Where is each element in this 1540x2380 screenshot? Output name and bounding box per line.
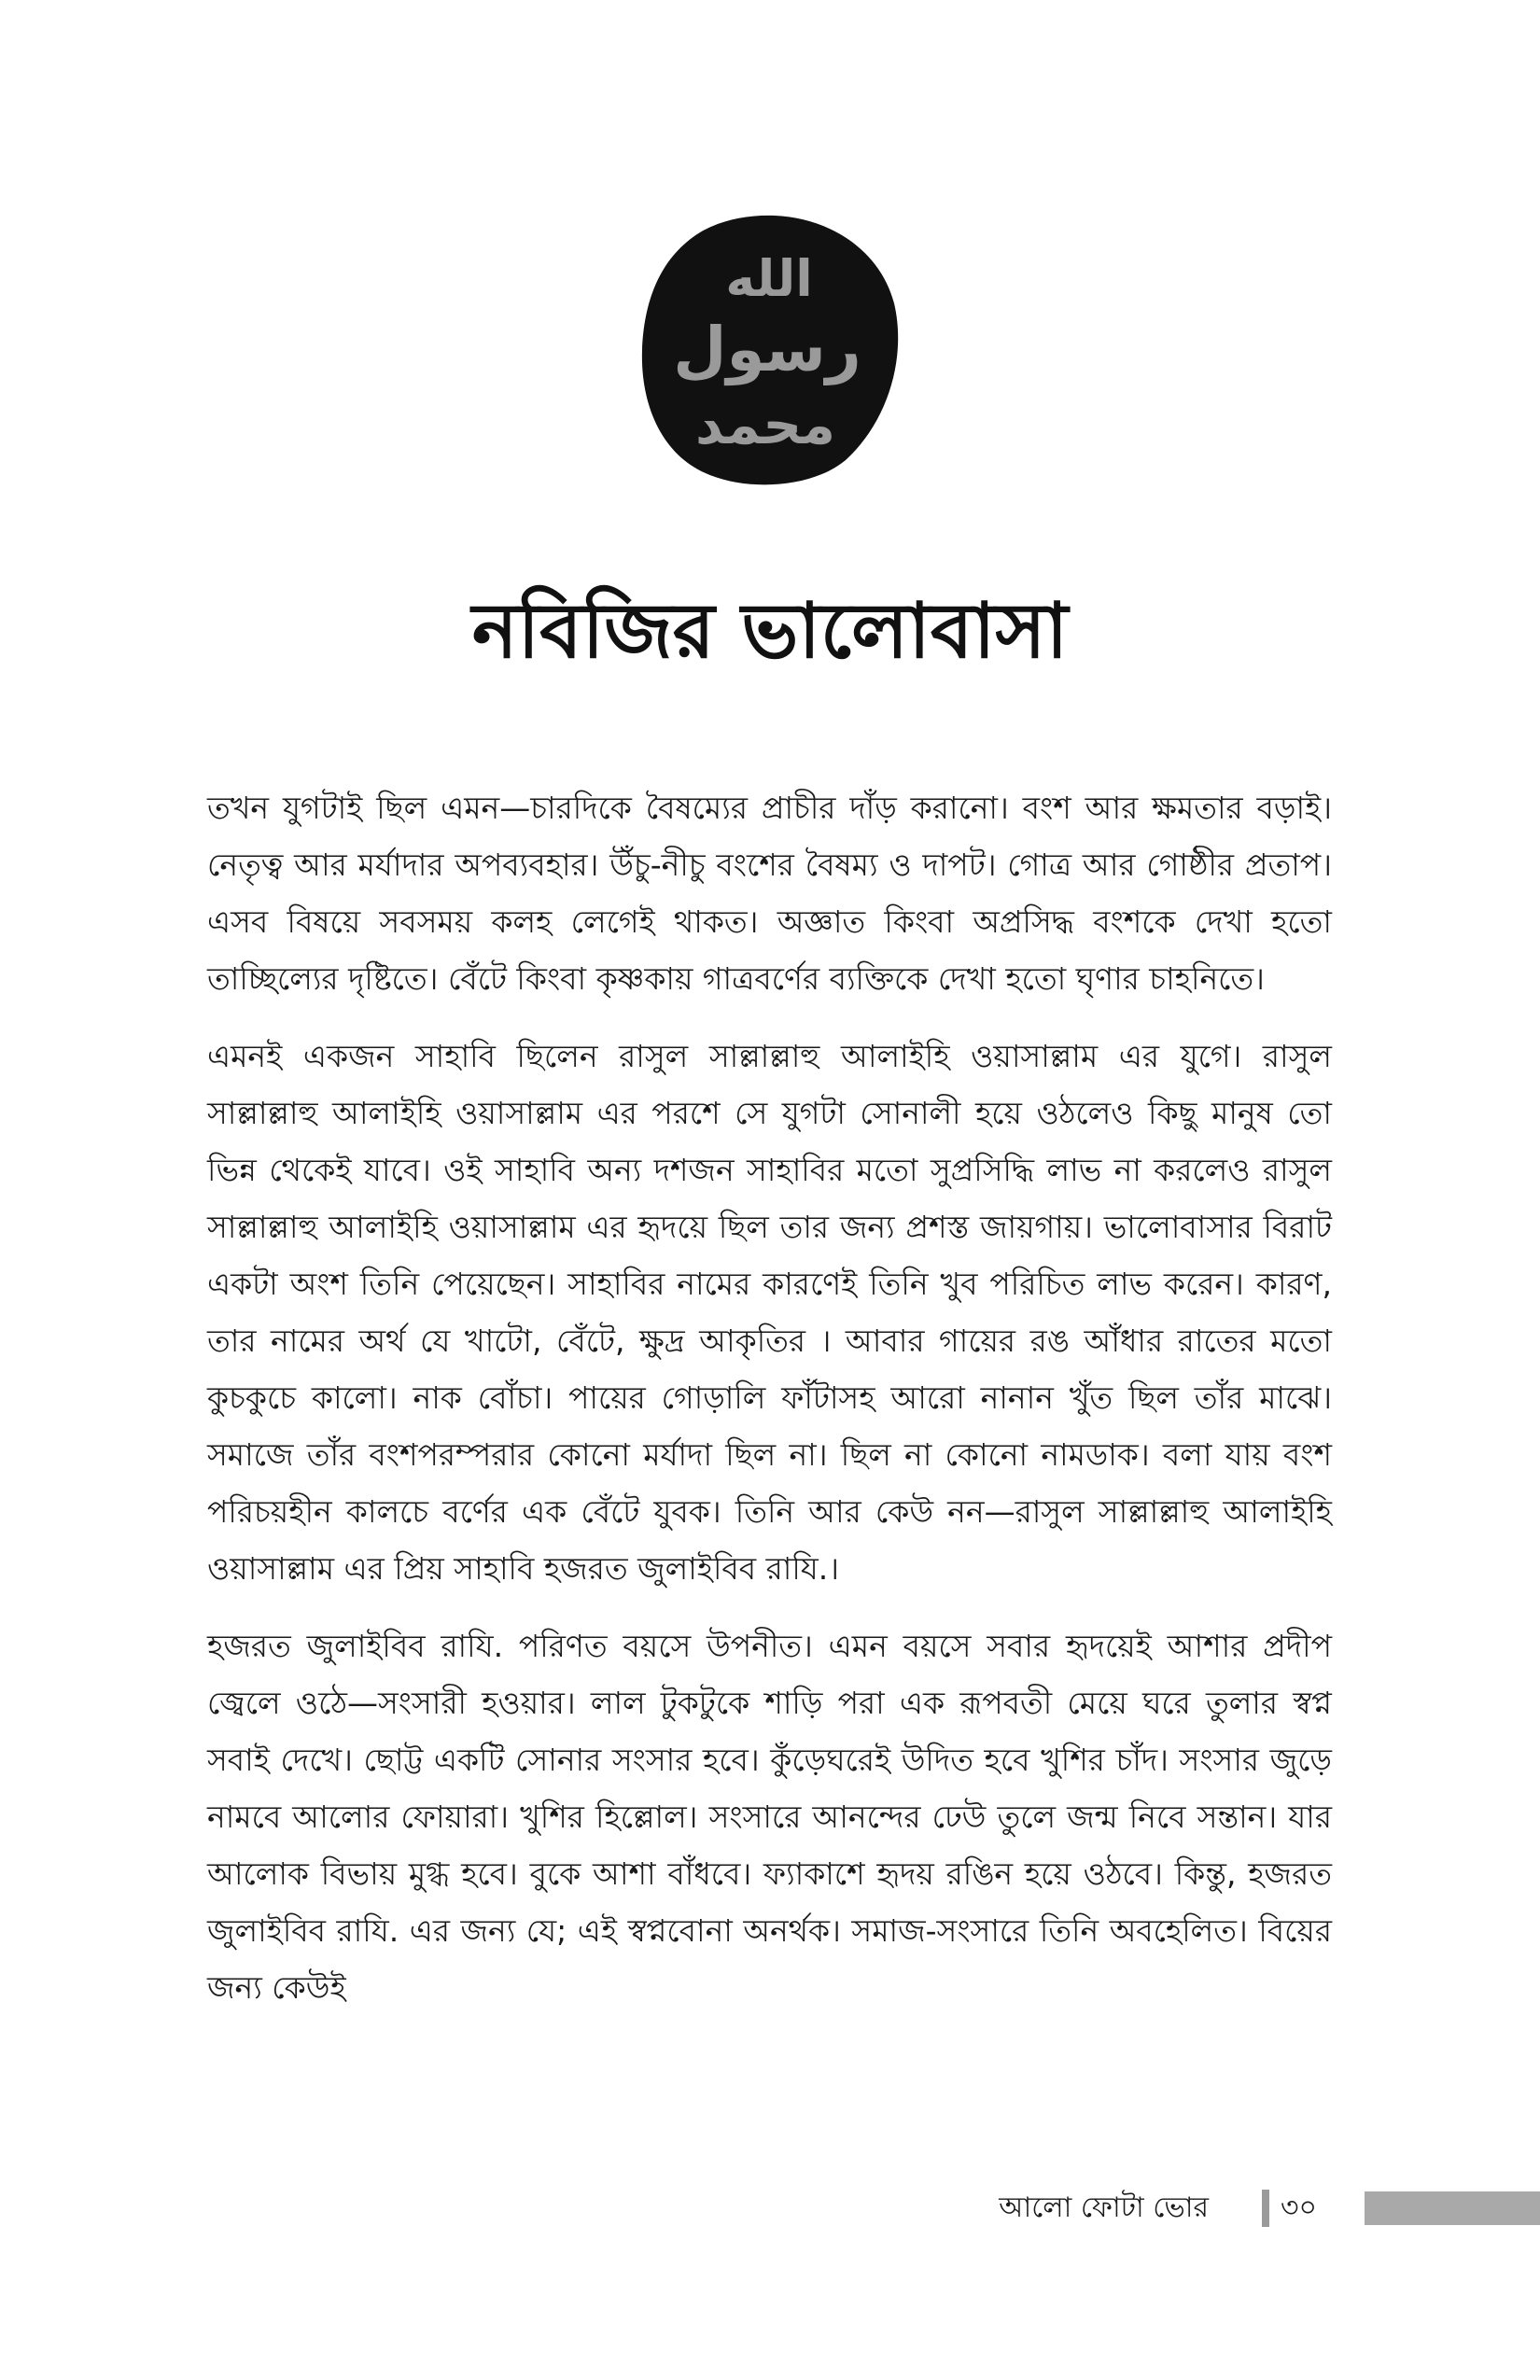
seal-line-1: الله <box>725 249 813 308</box>
paragraph-3: হজরত জুলাইবিব রাযি. পরিণত বয়সে উপনীত। এমন বয়সে সবার হৃদয়েই আশার প্রদীপ জ্বেলে ওঠে—সংসারী হওয়ার। লাল টুকটুকে শাড়ি পরা এক রূপবতী মেয়ে ঘরে তুলার স্বপ্ন সবাই দেখে। ছোট্ট একটি সোনার সংসার হবে। কুঁড়েঘরেই উদিত হবে খুশির চাঁদ। সংসার জুড়ে নামবে আলোর ফোয়ারা। খুশির হিল্লোল। সংসারে আনন্দের ঢেউ তুলে জন্ম নিবে সন্তান। যার আলোক বিভায় মুগ্ধ হবে। বুকে আশা বাঁধবে। ফ্যাকাশে হৃদয় রঙিন হয়ে ওঠবে। কিন্তু, হজরত জুলাইবিব রাযি. এর জন্য যে; এই স্বপ্নবোনা অনর্থক। সমাজ-সংসারে তিনি অবহেলিত। বিয়ের জন্য কেউই <box>207 1628 1332 2006</box>
chapter-title: নবিজির ভালোবাসা <box>471 587 1069 676</box>
page-number: ৩০ <box>1281 2191 1318 2224</box>
paragraph-1: তখন যুগটাই ছিল এমন—চারদিকে বৈষম্যের প্রাচীর দাঁড় করানো। বংশ আর ক্ষমতার বড়াই। নেতৃত্ব আর মর্যাদার অপব্যবহার। উঁচু-নীচু বংশের বৈষম্য ও দাপট। গোত্র আর গোষ্ঠীর প্রতাপ। এসব বিষয়ে সবসময় কলহ লেগেই থাকত। অজ্ঞাত কিংবা অপ্রসিদ্ধ বংশকে দেখা হতো তাচ্ছিল্যের দৃষ্টিতে। বেঁটে কিংবা কৃষ্ণকায় গাত্রবর্ণের ব্যক্তিকে দেখা হতো ঘৃণার চাহনিতে। <box>207 790 1332 997</box>
footer-divider <box>1262 2190 1269 2227</box>
chapter-body <box>207 779 1332 2037</box>
footer-bar <box>1365 2191 1540 2225</box>
prophet-seal-icon <box>635 210 903 490</box>
seal-line-3: محمد <box>694 393 836 456</box>
seal-graphic <box>635 210 903 490</box>
seal-line-2: رسول <box>673 314 861 385</box>
running-footer-title: আলো ফোটা ভোর <box>999 2191 1209 2224</box>
paragraph-2: এমনই একজন সাহাবি ছিলেন রাসুল সাল্লাল্লাহু আলাইহি ওয়াসাল্লাম এর যুগে। রাসুল সাল্লাল্লাহু আলাইহি ওয়াসাল্লাম এর পরশে সে যুগটা সোনালী হয়ে ওঠলেও কিছু মানুষ তো ভিন্ন থেকেই যাবে। ওই সাহাবি অন্য দশজন সাহাবির মতো সুপ্রসিদ্ধি লাভ না করলেও রাসুল সাল্লাল্লাহু আলাইহি ওয়াসাল্লাম এর হৃদয়ে ছিল তার জন্য প্রশস্ত জায়গায়। ভালোবাসার বিরাট একটা অংশ তিনি পেয়েছেন। সাহাবির নামের কারণেই তিনি খুব পরিচিত লাভ করেন। কারণ, তার নামের অর্থ যে খাটো, বেঁটে, ক্ষুদ্র আকৃতির । আবার গায়ের রঙ আঁধার রাতের মতো কুচকুচে কালো। নাক বোঁচা। পায়ের গোড়ালি ফাঁটাসহ আরো নানান খুঁত ছিল তাঁর মাঝে। সমাজে তাঁর বংশপরম্পরার কোনো মর্যাদা ছিল না। ছিল না কোনো নামডাক। বলা যায় বংশ পরিচয়হীন কালচে বর্ণের এক বেঁটে যুবক। তিনি আর কেউ নন—রাসুল সাল্লাল্লাহু আলাইহি ওয়াসাল্লাম এর প্রিয় সাহাবি হজরত জুলাইবিব রাযি.। <box>207 1038 1332 1587</box>
page-footer <box>0 2182 1540 2238</box>
